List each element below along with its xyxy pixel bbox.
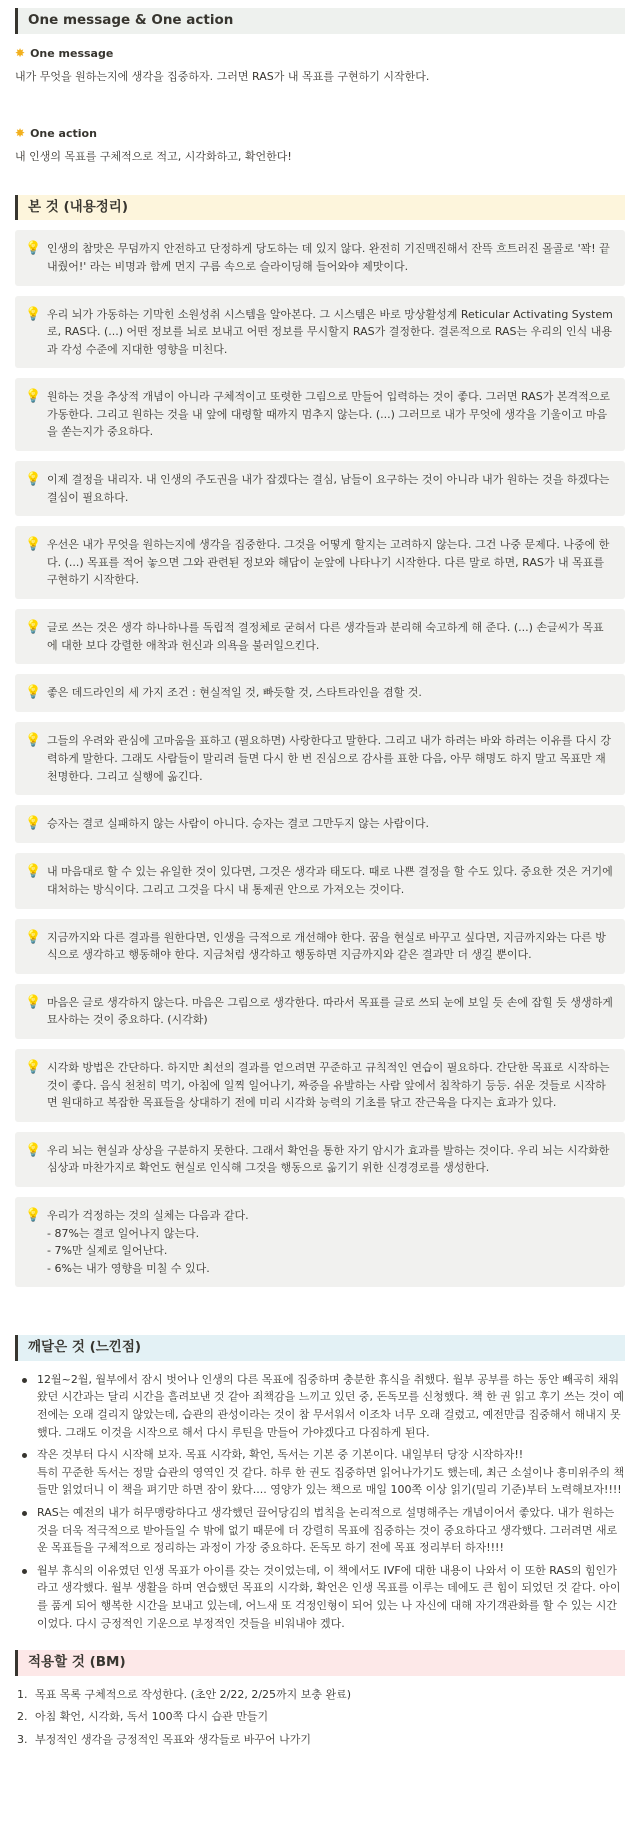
one-message-label-row: [15, 45, 625, 62]
one-action-label-row: [15, 125, 625, 142]
lightbulb-icon: 💡: [25, 929, 42, 945]
callout-text: [47, 1142, 613, 1177]
item-number: 1.: [17, 1687, 28, 1701]
lightbulb-icon: 💡: [25, 864, 42, 880]
section-apply: [15, 1650, 625, 1748]
numbered-item: [15, 1731, 625, 1749]
section-one-message-action: [15, 8, 625, 165]
lightbulb-icon: 💡: [25, 389, 42, 405]
numbered-item: [15, 1686, 625, 1704]
lightbulb-icon: 💡: [25, 241, 42, 257]
list-item-line: 특히 꾸준한 독서는 정말 습관의 영역인 것 같다. 하루 한 권도 집중하면 읽어나가기도 했는데, 최근 소설이나 흥미위주의 책들만 읽었더니 이 책을 펴기만 하면 잠이 왔다.... 영양가 있는 책으로 매일 100쪽 이상 읽기(밀리 기준)부터 노력해보자!!!!: [37, 1465, 625, 1497]
callout-line: 우리 뇌가 가동하는 기막힌 소원성취 시스템을 알아본다. 그 시스템은 바로 망상활성계 Reticular Activating System로, RAS다. (...) 어떤 정보를 뇌로 보내고 어떤 정보를 무시할지 RAS가 결정한다. 결론적으로 RAS는 우리의 인식 내용과 각성 수준에 지대한 영향을 미친다.: [47, 307, 613, 356]
lightbulb-icon: 💡: [25, 1059, 42, 1075]
heading-one-message-action: One message & One action: [15, 8, 625, 34]
callout-box: [15, 722, 625, 795]
section-realization: [15, 1335, 625, 1632]
list-item-line: 12월~2월, 월부에서 잠시 벗어나 인생의 다른 목표에 집중하며 충분한 휴식을 취했다. 월부 공부를 하는 동안 빼곡히 채워왔던 시간과는 달리 시간을 흘려보낸 것 같아 죄책감을 느끼고 있던 중, 돈독모를 신청했다. 책 한 권 읽고 후기 쓰는 것이 예전에는 오래 걸리지 않았는데, 습관의 관성이라는 것이 참 무서워서 이조차 너무 오래 걸렸고, 예전만큼 집중해서 해내지 못했다. 그래도 이것을 시작으로 해서 다시 루틴을 만들어 가야겠다고 다짐하게 된다.: [37, 1372, 624, 1439]
list-item-line: 작은 것부터 다시 시작해 보자. 목표 시각화, 확언, 독서는 기본 중 기본이다. 내일부터 당장 시작하자!!: [37, 1448, 524, 1462]
lightbulb-icon: 💡: [25, 537, 42, 553]
item-number: 3.: [17, 1732, 28, 1746]
apply-list: [15, 1686, 625, 1749]
callout-box: [15, 1197, 625, 1287]
list-item-line: RAS는 예전의 내가 허무맹랑하다고 생각했던 끌어당김의 법칙을 논리적으로 설명해주는 개념이어서 좋았다. 내가 원하는 것을 더욱 적극적으로 받아들일 수 밖에 없기 때문에 더 강렬히 목표에 집중하는 것이 중요하다고 생각했다. 그러려면 새로운 목표들을 구체적으로 정리하는 과정이 가장 중요하다. 돈독모 하기 전에 목표 정리부터 하자!!!!: [37, 1506, 618, 1555]
lightbulb-icon: 💡: [25, 994, 42, 1010]
lightbulb-icon: 💡: [25, 472, 42, 488]
list-item-line: 월부 휴식의 이유였던 인생 목표가 아이를 갖는 것이었는데, 이 책에서도 IVF에 대한 내용이 나와서 이 또한 RAS의 힘인가 라고 생각했다. 월부 생활을 하며 연습했던 목표의 시각화, 확언은 인생 목표를 이루는 데에도 큰 힘이 되었던 것 같다. 아이를 품게 되어 행복한 시간을 보내고 있는데, 어느새 또 걱정인형이 되어 있는 나 자신에 대해 자기객관화를 할 수 있는 시간이었다. 다시 긍정적인 기운으로 부정적인 것들을 비워내야 겠다.: [37, 1563, 621, 1630]
list-item: [15, 1371, 625, 1441]
star-icon: ✸: [15, 46, 26, 61]
callout-box: [15, 984, 625, 1039]
callout-text: [47, 388, 613, 441]
list-item: [15, 1504, 625, 1557]
callout-line: - 6%는 내가 영향을 미칠 수 있다.: [47, 1261, 210, 1275]
callout-box: [15, 805, 625, 843]
callout-text: [47, 732, 613, 785]
callout-text: [47, 994, 613, 1029]
callout-line: 우리 뇌는 현실과 상상을 구분하지 못한다. 그래서 확언을 통한 자기 암시가 효과를 발하는 것이다. 우리 뇌는 시각화한 심상과 마찬가지로 확언도 현실로 인식해 그것을 행동으로 옮기기 위한 신경경로를 생성한다.: [47, 1143, 610, 1175]
callout-text: [47, 619, 613, 654]
callout-line: 원하는 것을 추상적 개념이 아니라 구체적이고 또렷한 그림으로 만들어 입력하는 것이 좋다. 그러면 RAS가 본격적으로 가동한다. 그리고 원하는 것을 내 앞에 대령할 때까지 멈추지 않는다. (...) 그러므로 내가 무엇에 생각을 기울이고 마음을 쏟는지가 중요하다.: [47, 390, 610, 439]
callout-text: [47, 929, 613, 964]
callout-text: [47, 240, 613, 275]
section-summary: [15, 195, 625, 1288]
callout-box: [15, 674, 625, 712]
lightbulb-icon: 💡: [25, 620, 42, 636]
callout-line: 글로 쓰는 것은 생각 하나하나를 독립적 결정체로 굳혀서 다른 생각들과 분리해 숙고하게 해 준다. (...) 손글씨가 목표에 대한 보다 강렬한 애착과 헌신과 의욕을 불러일으킨다.: [47, 621, 604, 652]
item-text: 아침 확언, 시각화, 독서 100쪽 다시 습관 만들기: [35, 1710, 269, 1724]
one-action-text: 내 인생의 목표를 구체적으로 적고, 시각화하고, 확언한다!: [15, 149, 292, 163]
lightbulb-icon: 💡: [25, 685, 42, 701]
callout-text: [47, 684, 613, 702]
callout-list: [15, 230, 625, 1287]
callout-line: - 87%는 결코 일어나지 않는다.: [47, 1226, 200, 1240]
callout-line: 승자는 결코 실패하지 않는 사람이 아니다. 승자는 결코 그만두지 않는 사람이다.: [47, 817, 429, 831]
callout-text: [47, 471, 613, 506]
item-text: 부정적인 생각을 긍정적인 목표와 생각들로 바꾸어 나가기: [35, 1732, 312, 1746]
callout-text: [47, 1207, 613, 1277]
list-item: [15, 1446, 625, 1499]
callout-line: 우리가 걱정하는 것의 실체는 다음과 같다.: [47, 1208, 249, 1222]
callout-text: [47, 815, 613, 833]
callout-line: 마음은 글로 생각하지 않는다. 마음은 그림으로 생각한다. 따라서 목표를 글로 쓰되 눈에 보일 듯 손에 잡힐 듯 생생하게 묘사하는 것이 중요하다. (시각화): [47, 995, 613, 1027]
callout-text: [47, 863, 613, 898]
callout-line: 시각화 방법은 간단하다. 하지만 최선의 결과를 얻으려면 꾸준하고 규칙적인 연습이 필요하다. 간단한 목표로 시작하는 것이 좋다. 음식 천천히 먹기, 아침에 일찍 일어나기, 짜증을 유발하는 사람 앞에서 침착하기 등등. 쉬운 것들로 시작하면 원대하고 복잡한 목표들을 상대하기 전에 미리 시각화 능력의 기초를 닦고 잔근육을 다지는 효과가 있다.: [47, 1060, 610, 1110]
callout-text: [47, 536, 613, 589]
callout-line: 그들의 우려와 관심에 고마움을 표하고 (필요하면) 사랑한다고 말한다. 그리고 내가 하려는 바와 하려는 이유를 다시 강력하게 말한다. 그래도 사람들이 말리려 들면 다시 한 번 진심으로 감사를 표한 다음, 아무 해명도 하지 말고 목표만 재천명한다. 그리고 실행에 옮긴다.: [47, 734, 611, 783]
lightbulb-icon: 💡: [25, 733, 42, 749]
callout-line: 내 마음대로 할 수 있는 유일한 것이 있다면, 그것은 생각과 태도다. 때로 나쁜 결정을 할 수도 있다. 중요한 것은 거기에 대처하는 방식이다. 그리고 그것을 다시 내 통제권 안으로 가져오는 것이다.: [47, 865, 613, 896]
callout-line: 지금까지와 다른 결과를 원한다면, 인생을 극적으로 개선해야 한다. 꿈을 현실로 바꾸고 싶다면, 지금까지와는 다른 방식으로 생각하고 행동해야 한다. 지금처럼 생각하고 행동하면 지금까지와 같은 결과만 더 생길 뿐이다.: [47, 930, 606, 962]
one-action-block: [15, 125, 625, 165]
callout-box: [15, 919, 625, 974]
lightbulb-icon: 💡: [25, 1207, 42, 1223]
callout-box: [15, 461, 625, 516]
list-item: [15, 1562, 625, 1632]
callout-box: [15, 230, 625, 285]
callout-box: [15, 1049, 625, 1122]
callout-line: - 7%만 실제로 일어난다.: [47, 1244, 168, 1258]
one-message-text: 내가 무엇을 원하는지에 생각을 집중하자. 그러면 RAS가 내 목표를 구현하기 시작한다.: [15, 69, 430, 83]
item-number: 2.: [17, 1710, 28, 1724]
star-icon: ✸: [15, 126, 26, 141]
callout-box: [15, 296, 625, 369]
heading-realization: 깨달은 것 (느낀점): [15, 1335, 625, 1361]
numbered-item: [15, 1708, 625, 1726]
realization-list: [15, 1371, 625, 1632]
callout-box: [15, 378, 625, 451]
item-text: 목표 목록 구체적으로 작성한다. (초안 2/22, 2/25까지 보충 완료): [35, 1687, 352, 1701]
one-message-label: One message: [30, 46, 114, 60]
callout-box: [15, 853, 625, 908]
one-action-label: One action: [30, 126, 97, 140]
callout-box: [15, 609, 625, 664]
callout-text: [47, 306, 613, 359]
callout-line: 좋은 데드라인의 세 가지 조건 : 현실적일 것, 빠듯할 것, 스타트라인을 겸할 것.: [47, 686, 422, 700]
callout-box: [15, 1132, 625, 1187]
callout-text: [47, 1059, 613, 1112]
heading-apply: 적용할 것 (BM): [15, 1650, 625, 1676]
lightbulb-icon: 💡: [25, 1142, 42, 1158]
callout-line: 우선은 내가 무엇을 원하는지에 생각을 집중한다. 그것을 어떻게 할지는 고려하지 않는다. 그건 나중 문제다. 나중에 한다. (...) 목표를 적어 놓으면 그와 관련된 정보와 해답이 눈앞에 나타나기 시작한다. 다른 말로 하면, RAS가 내 목표를 구현하기 시작한다.: [47, 538, 610, 587]
one-message-block: [15, 45, 625, 85]
callout-line: 이제 결정을 내리자. 내 인생의 주도권을 내가 잡겠다는 결심, 남들이 요구하는 것이 아니라 내가 원하는 것을 하겠다는 결심이 필요하다.: [47, 473, 610, 504]
callout-box: [15, 526, 625, 599]
lightbulb-icon: 💡: [25, 306, 42, 322]
lightbulb-icon: 💡: [25, 816, 42, 832]
heading-summary: 본 것 (내용정리): [15, 195, 625, 221]
callout-line: 인생의 참맛은 무덤까지 안전하고 단정하게 당도하는 데 있지 않다. 완전히 기진맥진해서 잔뜩 흐트러진 몰골로 '꽉! 끝내줬어!' 라는 비명과 함께 먼지 구름 속으로 슬라이딩해 들어와야 제맛이다.: [47, 242, 610, 273]
